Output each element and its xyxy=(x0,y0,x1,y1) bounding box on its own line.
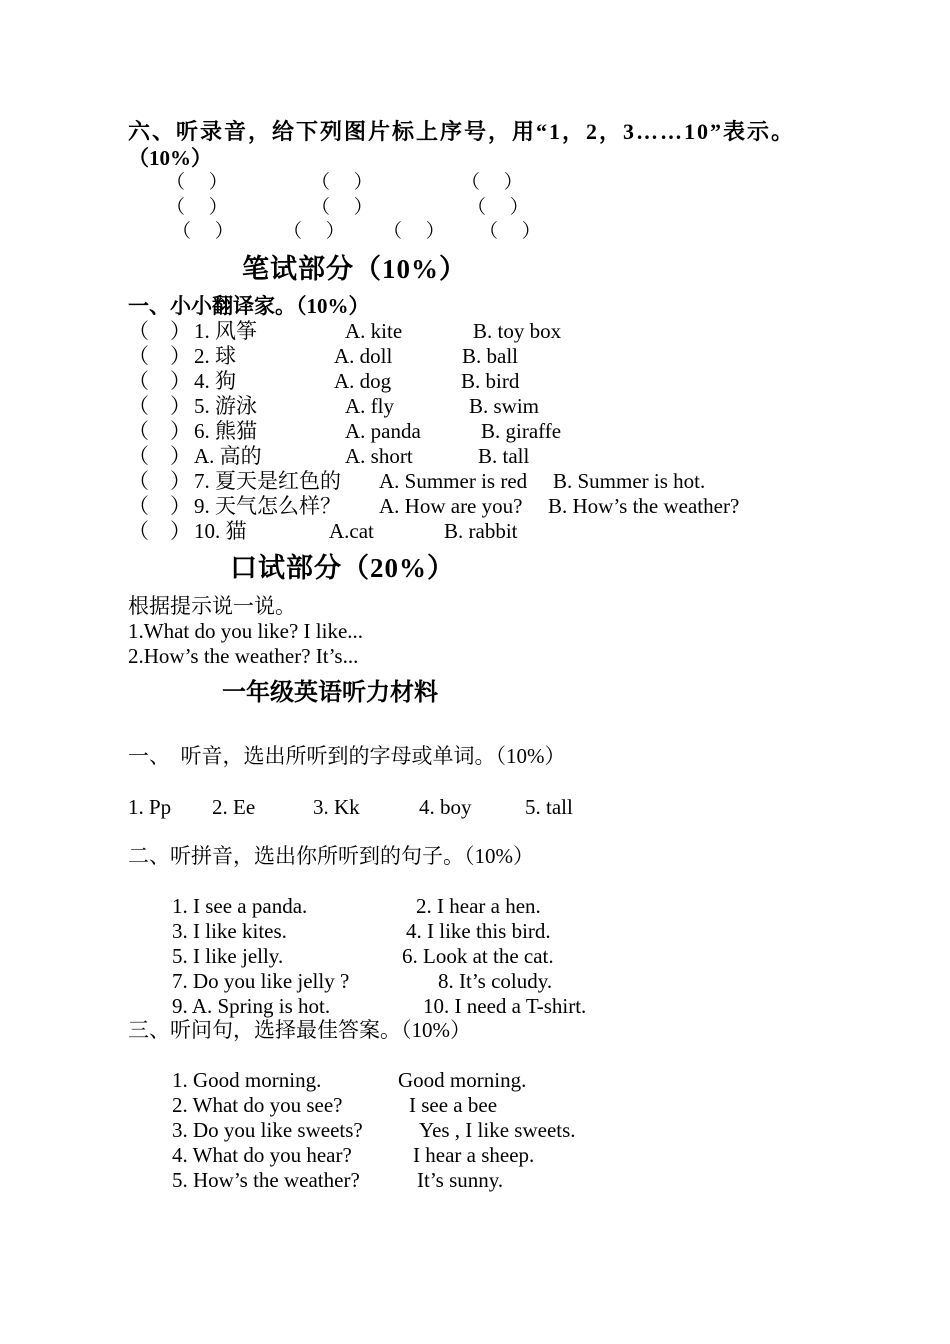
sentence-right: 2. I hear a hen. xyxy=(416,894,541,918)
answer-text: I hear a sheep. xyxy=(413,1143,535,1167)
question-text: 10. 猫 xyxy=(194,519,247,543)
section3-title: 三、听问句，选择最佳答案。（10%） xyxy=(128,1018,471,1042)
answer-bracket[interactable]: （ ） xyxy=(128,394,191,418)
section2-title: 二、听拼音，选出你所听到的句子。（10%） xyxy=(128,844,534,868)
oral-instruction: 根据提示说一说。 xyxy=(128,594,296,618)
option-a: A. Summer is red xyxy=(379,469,528,493)
option-a: A. kite xyxy=(345,319,403,343)
option-b: B. tall xyxy=(478,444,530,468)
option-b: B. bird xyxy=(461,369,520,393)
sentence-right: 4. I like this bird. xyxy=(406,919,551,943)
option-a: A.cat xyxy=(329,519,374,543)
answer-bracket[interactable]: （ ） xyxy=(467,197,529,218)
answer-bracket[interactable]: （ ） xyxy=(128,519,191,543)
option-b: B. How’s the weather? xyxy=(548,494,740,518)
question-text: 7. 夏天是红色的 xyxy=(194,469,341,493)
listen-pictures-title: 六、听录音，给下列图片标上序号，用“1，2，3……10”表示。 xyxy=(128,119,796,144)
answer-bracket[interactable]: （ ） xyxy=(128,344,191,368)
question-text: 4. What do you hear? xyxy=(172,1143,352,1167)
sentence-left: 1. I see a panda. xyxy=(172,894,308,918)
listen-pictures-score: （10%） xyxy=(128,146,212,170)
list-item: 5. tall xyxy=(525,795,573,819)
written-part-title: 笔试部分（10%） xyxy=(242,254,467,284)
answer-bracket[interactable]: （ ） xyxy=(128,369,191,393)
option-a: A. fly xyxy=(345,394,394,418)
sentence-right: 8. It’s coludy. xyxy=(438,969,553,993)
answer-text: It’s sunny. xyxy=(417,1168,504,1192)
option-b: B. swim xyxy=(469,394,540,418)
oral-part-title: 口试部分（20%） xyxy=(230,553,455,583)
sentence-left: 5. I like jelly. xyxy=(172,944,284,968)
question-text: 6. 熊猫 xyxy=(194,419,257,443)
option-a: A. How are you? xyxy=(379,494,523,518)
list-item: 4. boy xyxy=(419,795,472,819)
question-text: 9. 天气怎么样？ xyxy=(194,494,341,518)
sentence-right: 10. I need a T-shirt. xyxy=(423,994,587,1018)
oral-prompt-1: 1.What do you like? I like... xyxy=(128,619,364,643)
option-a: A. dog xyxy=(334,369,392,393)
answer-bracket[interactable]: （ ） xyxy=(128,469,191,493)
answer-bracket[interactable]: （ ） xyxy=(283,221,345,242)
list-item: 1. Pp xyxy=(128,795,172,819)
sentence-right: 6. Look at the cat. xyxy=(402,944,554,968)
list-item: 2. Ee xyxy=(212,795,256,819)
sentence-left: 7. Do you like jelly ? xyxy=(172,969,350,993)
answer-bracket[interactable]: （ ） xyxy=(172,221,234,242)
question-text: 5. How’s the weather? xyxy=(172,1168,360,1192)
option-b: B. ball xyxy=(462,344,518,368)
option-a: A. doll xyxy=(334,344,393,368)
question-text: 4. 狗 xyxy=(194,369,236,393)
question-text: A. 高的 xyxy=(194,444,262,468)
answer-bracket[interactable]: （ ） xyxy=(311,197,373,218)
answer-bracket[interactable]: （ ） xyxy=(383,221,445,242)
question-text: 2. 球 xyxy=(194,344,236,368)
option-b: B. giraffe xyxy=(481,419,562,443)
answer-bracket[interactable]: （ ） xyxy=(128,444,191,468)
answer-bracket[interactable]: （ ） xyxy=(128,494,191,518)
answer-text: Good morning. xyxy=(398,1068,527,1092)
answer-bracket[interactable]: （ ） xyxy=(479,221,541,242)
answer-bracket[interactable]: （ ） xyxy=(311,172,373,193)
answer-bracket[interactable]: （ ） xyxy=(166,197,228,218)
answer-bracket[interactable]: （ ） xyxy=(128,419,191,443)
sentence-left: 9. A. Spring is hot. xyxy=(172,994,331,1018)
question-text: 5. 游泳 xyxy=(194,394,257,418)
question-text: 2. What do you see? xyxy=(172,1093,343,1117)
sentence-left: 3. I like kites. xyxy=(172,919,287,943)
answer-text: Yes , I like sweets. xyxy=(419,1118,576,1142)
answer-bracket[interactable]: （ ） xyxy=(166,172,228,193)
list-item: 3. Kk xyxy=(313,795,360,819)
question-text: 1. 风筝 xyxy=(194,319,257,343)
option-b: B. Summer is hot. xyxy=(553,469,706,493)
section-translation-title: 一、小小翻译家。（10%） xyxy=(128,294,370,318)
answer-bracket[interactable]: （ ） xyxy=(128,319,191,343)
question-text: 1. Good morning. xyxy=(172,1068,322,1092)
oral-prompt-2: 2.How’s the weather? It’s... xyxy=(128,644,359,668)
option-a: A. panda xyxy=(345,419,421,443)
section1-title: 一、 听音，选出所听到的字母或单词。（10%） xyxy=(128,744,566,768)
answer-bracket[interactable]: （ ） xyxy=(461,172,523,193)
option-b: B. toy box xyxy=(473,319,562,343)
option-a: A. short xyxy=(345,444,413,468)
listening-material-title: 一年级英语听力材料 xyxy=(222,680,438,706)
answer-text: I see a bee xyxy=(409,1093,498,1117)
option-b: B. rabbit xyxy=(444,519,518,543)
question-text: 3. Do you like sweets? xyxy=(172,1118,363,1142)
